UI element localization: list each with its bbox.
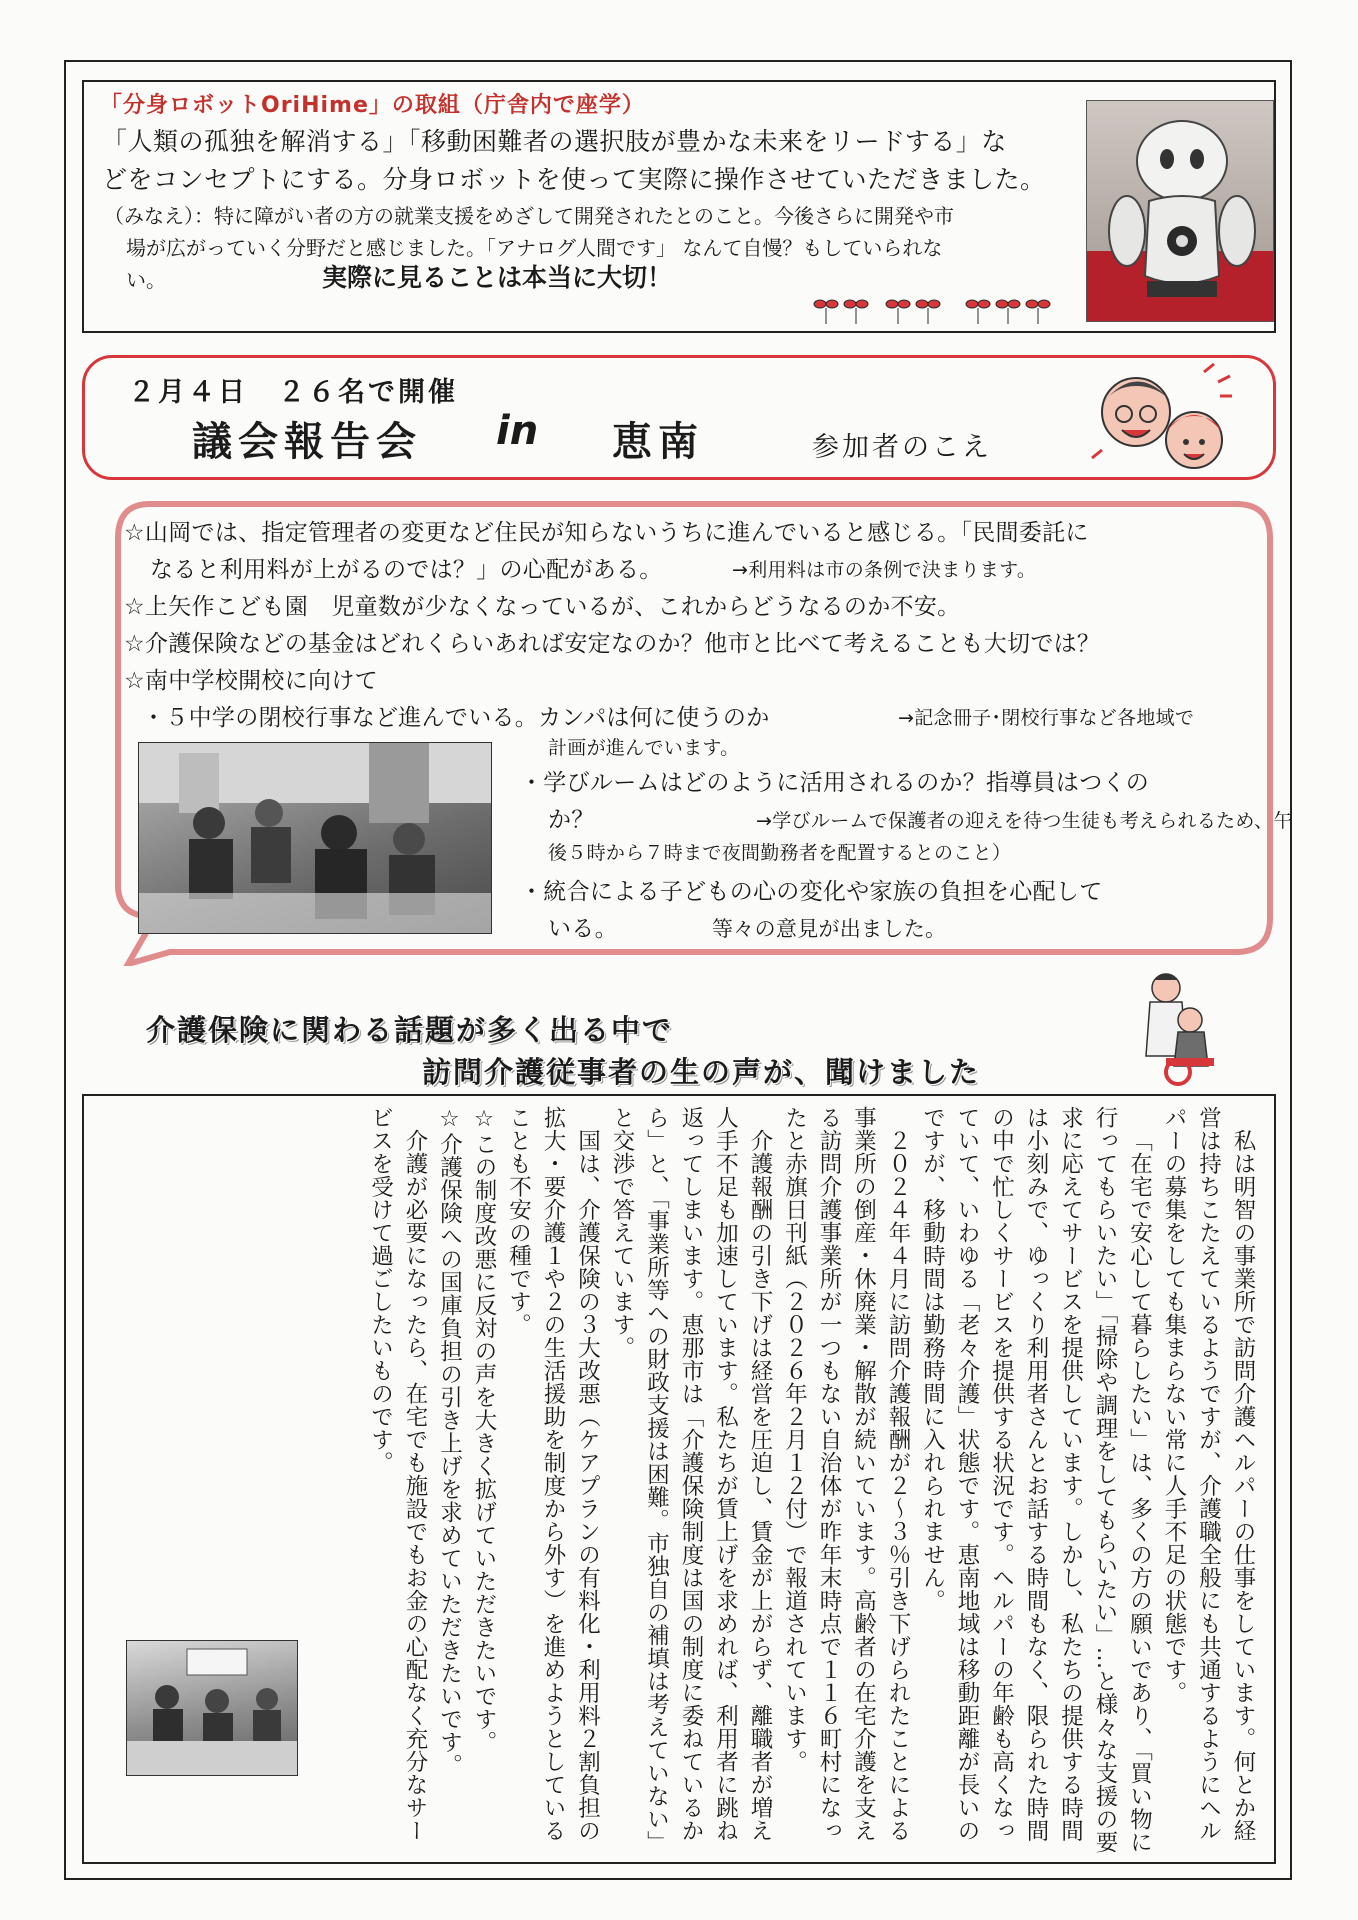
article-paragraph-4: 介護報酬の引き下げは経営を圧迫し、賃金が上がらず、離職者が増え人手不足も加速しています。私たちが賃上げを求めれば、利用者に跳ね返ってしまいます。恵那市は「介護保険制度は国の制度に委ねているから」と、「事業所等への財政支援は困難。市独自の補填は考えていない」と交渉で答えています。 <box>609 1106 773 1854</box>
article-request-1: ☆この制度改悪に反対の声を大きく拡げていただきたいです。 <box>471 1106 497 1754</box>
orihime-comment-3: い。 <box>126 268 166 292</box>
voice-closing-events: ・５中学の閉校行事など進んでいる。カンパは何に使うのか <box>142 705 770 731</box>
caregiver-illustration-icon <box>1132 966 1222 1086</box>
meeting-photo <box>138 742 492 934</box>
voice-integration-cont: いる。 <box>548 916 618 942</box>
meeting-place: 恵南 <box>612 419 704 465</box>
voice-learning-room-cont: か？ <box>548 807 595 833</box>
orihime-comment-1: （みなえ）：特に障がい者の方の就業支援をめざして開発されたとのこと。今後さらに開発や市 <box>104 204 954 228</box>
meeting-title-in: in <box>496 408 539 454</box>
sprout-decoration-icon <box>806 290 1056 326</box>
voice-learning-room-answer: →学びルームで保護者の迎えを待つ生徒も考えられるため、午 <box>756 810 1293 832</box>
voice-summary: 等々の意見が出ました。 <box>712 917 947 941</box>
article-paragraph-2: 「在宅で安心して暮らしたい」は、多くの方の願いであり、「買い物に行ってもらいたい」「掃除や調理をしてもらいたい」…と様々な支援の要求に応えてサービスを提供しています。しかし、私たちの提供する時間は小刻みで、ゆっくり利用者さんとお話する時間もなく、限られた時間の中で忙しくサービスを提供する状況です。ヘルパーの年齢も高くなっていて、いわゆる「老々介護」状態です。恵南地域は移動距離が長いのですが、移動時間は勤務時間に入れられません。 <box>919 1106 1153 1854</box>
article-paragraph-3: ２０２４年４月に訪問介護報酬が２～３％引き下げられたことによる事業所の倒産・休廃業・解散が続いています。高齢者の在宅介護を支える訪問介護事業所が一つもない自治体が昨年末時点で１１６町村になったと赤旗日刊紙（２０２６年２月１２付）で報道されています。 <box>781 1106 911 1842</box>
people-faces-illustration-icon <box>1086 362 1236 480</box>
orihime-title: 「分身ロボットOriHime」の取組（庁舎内で座学） <box>100 93 645 118</box>
voice-learning-room-answer-cont: 後５時から７時まで夜間勤務者を配置するとのこと） <box>548 842 1012 864</box>
voice-yamaoka-cont: なると利用料が上がるのでは？」の心配がある。 <box>150 557 663 583</box>
voice-care-fund: ☆介護保険などの基金はどれくらいあれば安定なのか？他市と比べて考えることも大切では？ <box>124 631 1101 657</box>
meeting-title: 議会報告会 <box>192 419 422 465</box>
voice-minami-jhs: ☆南中学校開校に向けて <box>124 668 378 694</box>
meeting-date: ２月４日 ２６名で開催 <box>128 377 458 408</box>
voice-closing-events-answer: →記念冊子･閉校行事など各地域で <box>898 707 1195 729</box>
negotiation-meeting-photo <box>126 1640 298 1776</box>
article-closing: 介護が必要になったら、在宅でも施設でもお金の心配なく充分なサービスを受けて過ごしたいものです。 <box>367 1106 428 1842</box>
headline-line-1: 介護保険に関わる話題が多く出る中で <box>146 1013 674 1047</box>
voice-learning-room: ・学びルームはどのように活用されるのか？指導員はつくの <box>520 770 1150 796</box>
orihime-robot-photo <box>1086 100 1274 322</box>
headline-line-2: 訪問介護従事者の生の声が、聞けました <box>422 1055 981 1089</box>
article-request-2: ☆介護保険への国庫負担の引き上げを求めていただきたいです。 <box>436 1106 463 1777</box>
voice-integration: ・統合による子どもの心の変化や家族の負担を心配して <box>520 879 1103 905</box>
orihime-comment-2: 場が広がっていく分野だと感じました。「アナログ人間です」 なんて自慢？もしていられな <box>126 236 943 260</box>
orihime-line-1: 「人類の孤独を解消する」「移動困難者の選択肢が豊かな未来をリードする」な <box>102 127 1007 156</box>
voice-closing-events-answer-cont: 計画が進んでいます。 <box>548 737 740 759</box>
article-paragraph-1: 私は明智の事業所で訪問介護ヘルパーの仕事をしています。何とか経営は持ちこたえているようですが、介護職全般にも共通するようにヘルパーの募集をしても集まらない常に人手不足の状態です。 <box>1161 1106 1256 1842</box>
orihime-line-2: どをコンセプトにする。分身ロボットを使って実際に操作させていただきました。 <box>102 165 1046 194</box>
voice-yamaoka: ☆山岡では、指定管理者の変更など住民が知らないうちに進んでいると感じる。「民間委託に <box>124 520 1089 546</box>
orihime-emphasis: 実際に見ることは本当に大切！ <box>322 263 673 292</box>
voice-kamiyahagi: ☆上矢作こども園 児童数が少なくなっているが、これからどうなるのか不安。 <box>124 594 961 620</box>
article-paragraph-5: 国は、介護保険の３大改悪（ケアプランの有料化・利用料２割負担の拡大・要介護１や２の生活援助を制度から外す）を進めようとしていることも不安の種です。 <box>505 1106 601 1842</box>
voice-yamaoka-answer: →利用料は市の条例で決まります。 <box>732 559 1037 581</box>
participants-voice-label: 参加者のこえ <box>812 432 992 463</box>
